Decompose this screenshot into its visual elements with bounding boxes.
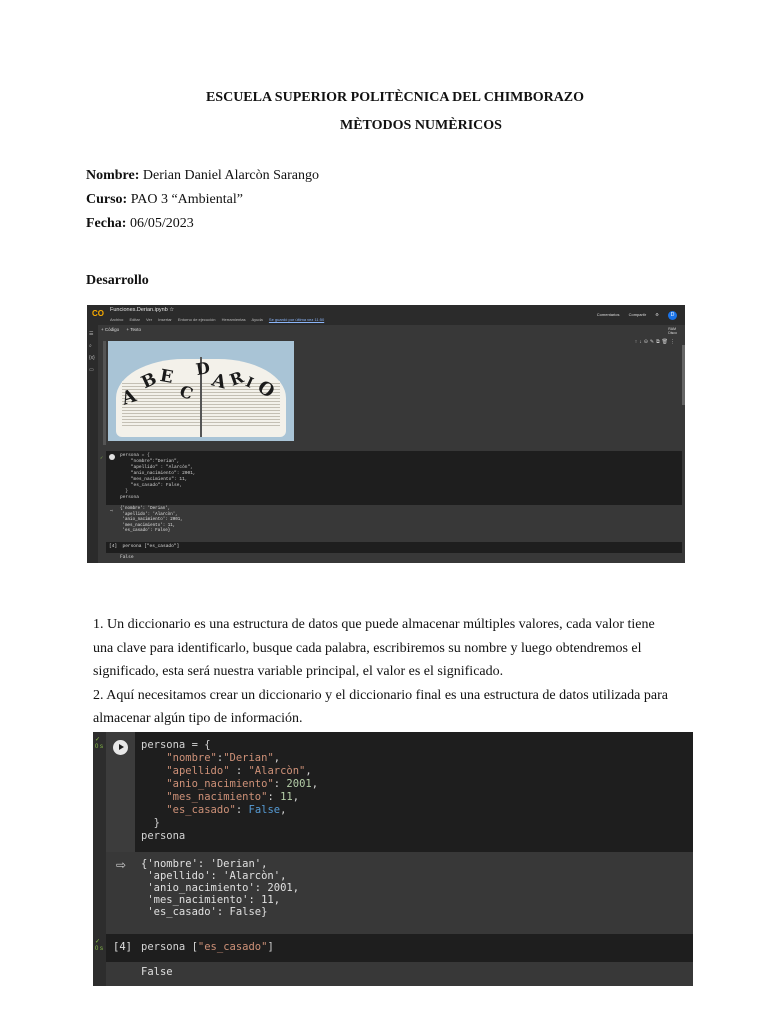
colab-menu [110,317,329,322]
output-icon: ⇨ [110,508,114,514]
add-code-button: + Código [101,327,120,332]
image-letter: R [227,367,247,390]
cell-2-code [141,941,274,954]
cell-2-status [95,939,103,953]
share-button: Compartir [628,312,647,317]
dict-key: "es_casado" [166,804,236,816]
cell-toolbar-icons: ↑↓⊝✎⧉🗑⋮ [634,339,677,345]
comments-button: Comentarios [596,312,620,317]
course-line [86,192,243,208]
dict-value: 11 [280,791,293,803]
search-icon: ⌕ [89,343,92,349]
ram-disk-indicator [668,327,677,335]
image-letter: A [209,369,229,394]
name-line [86,168,319,184]
variables-icon: {x} [89,355,95,361]
cell-2-output: False [141,966,173,978]
add-text-button: + Texto [126,327,141,332]
image-letter: D [194,357,212,380]
date-label: Fecha: [86,216,127,231]
colab-screenshot-small [87,305,685,563]
code-line-1: persona = { [141,739,211,751]
run-cell-icon [109,454,115,460]
colab-screenshot-large [93,732,693,986]
output-line-4: 'mes_nacimiento': 11, [141,894,281,906]
menu-editar: Editar [129,317,140,322]
output-cell-small [106,506,682,540]
colab-topbar [87,305,685,325]
menu-herramientas: Herramientas [221,317,246,322]
output-line-5: 'es_casado': False} [141,906,268,918]
closing-brace: } [153,817,160,829]
cell-1-status [95,737,103,751]
menu-archivo: Archivo [110,317,124,322]
code-cell-2-small [106,542,682,553]
output-content: {'nombre': 'Derian', 'apellido': 'Alarcòn', 'anio_nacimiento': 2001, 'mes_nacimiento': 11, 'es_casado': False} [120,507,183,533]
image-letter: A [119,385,139,410]
code-line-5: "mes_nacimiento": 11, [166,791,300,803]
menu-ver: Ver [146,317,153,322]
colab-logo: CO [92,309,104,318]
cell-1-time: 0 s [95,744,104,750]
dict-key: "nombre" [166,752,217,764]
ram-label: RAM [668,327,677,331]
dict-value: False [248,804,281,816]
name-value: Derian Daniel Alarcòn Sarango [139,168,320,183]
code-content: persona = { "nombre":"Derian", "apellido" : "Alarcòn", "anio_nacimiento": 2001, "mes_nacimiento": 11, "es_casado": False, } persona [120,453,196,500]
paragraph-2-line-2: almacenar algún tipo de información. [93,711,303,726]
last-saved-link: Se guardó por última vez 11:50 [268,317,325,322]
dict-key: "anio_nacimiento" [166,778,274,790]
cell-gutter [93,732,106,986]
paragraph-1-line-3: significado, esta será nuestra variable principal, el valor es el significado. [93,664,504,679]
output-line-3: 'anio_nacimiento': 2001, [141,882,300,894]
image-cell-gutter [103,341,106,445]
cell-2-time: 0 s [95,946,104,952]
code-cell-2-content: [4] persona ["es_casado"] [109,544,180,549]
code-line-4: "anio_nacimiento": 2001, [166,778,319,790]
disk-label: Disco [668,331,677,335]
output-line-2: 'apellido': 'Alarcòn', [141,870,287,882]
course-value: PAO 3 “Ambiental” [127,192,243,207]
abecedario-image [108,341,294,441]
notebook-title: Funciones.Derian.ipynb ☆ [110,307,175,313]
check-icon: ✓ [95,737,101,743]
dict-value: "Derian" [223,752,274,764]
code-line-8: persona [141,830,186,842]
code-cell-small [106,451,682,505]
colab-toolbar [101,327,147,332]
colab-sidebar [87,325,98,563]
avatar: D [668,311,677,320]
code-key: "es_casado" [197,941,268,953]
code-line-7 [141,817,160,830]
cell-2-execution-count: [4] [113,941,132,953]
image-letter: O [253,376,279,403]
menu-insertar: Insertar [158,317,172,322]
dict-value: 2001 [286,778,312,790]
code-cell-2-output: False [120,555,134,560]
paragraph-1-line-2: una clave para identificarlo, busque cada palabra, escribiremos su nombre y luego obtendremos el [93,640,642,656]
section-heading: Desarrollo [86,273,149,288]
image-letter: C [177,381,196,404]
menu-entorno: Entorno de ejecución [177,317,216,322]
subject-title: MÈTODOS NUMÈRICOS [340,118,502,133]
dict-key: "apellido" [166,765,230,777]
notebook-scrollbar [682,345,685,405]
paragraph-2-line-1: 2. Aquí necesitamos crear un diccionario y el diccionario final es una estructura de datos utilizada para [93,687,668,703]
menu-ayuda: Ayuda [251,317,263,322]
paragraph-1 [93,613,693,731]
output-line-1: {'nombre': 'Derian', [141,858,268,870]
image-letter: I [242,374,256,392]
check-icon: ✓ [95,939,101,945]
code-token: persona [ [141,941,198,953]
image-letter: E [158,366,175,388]
code-line-3: "apellido" : "Alarcòn", [166,765,312,777]
colab-topbar-actions [589,311,677,320]
output-icon: ⇨ [116,858,127,872]
course-label: Curso: [86,192,128,207]
school-title: ESCUELA SUPERIOR POLITÈCNICA DEL CHIMBORAZO [205,90,585,105]
cell-status-check-icon: ✓ [100,455,104,460]
date-line [86,216,194,232]
code-token: ] [267,941,274,953]
code-line-6: "es_casado": False, [166,804,287,816]
dict-key: "mes_nacimiento" [166,791,268,803]
name-label: Nombre: [86,168,140,183]
date-value: 06/05/2023 [126,216,194,231]
code-line-2: "nombre":"Derian", [166,752,281,764]
toc-icon: ☰ [89,331,94,337]
gear-icon: ⚙ [655,312,659,317]
files-icon: ▭ [89,367,94,373]
paragraph-1-line-1: 1. Un diccionario es una estructura de datos que puede almacenar múltiples valores, cada valor tiene [93,617,655,632]
image-letter: B [138,368,160,394]
run-cell-icon [113,740,128,755]
dict-value: "Alarcòn" [248,765,306,777]
